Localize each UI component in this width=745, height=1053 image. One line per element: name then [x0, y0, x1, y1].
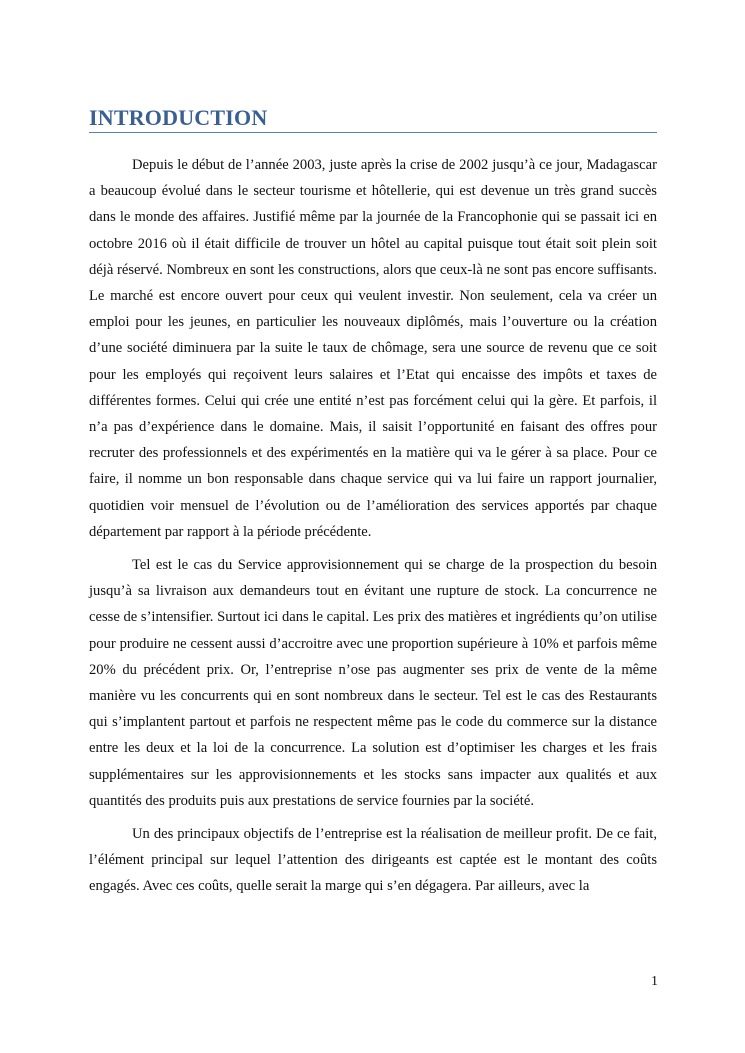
paragraph: Tel est le cas du Service approvisionnement qui se charge de la prospection du besoin jusqu’à sa livraison aux demandeurs tout en évitant une rupture de stock. La concurrence ne cesse de s’intensifier. Surtout ici dans le capital. Les prix des matières et ingrédients qu’on utilise pour produire ne cessent aussi d’accroitre avec une proportion supérieure à 10% et parfois même 20% du précédent prix. Or, l’entreprise n’ose pas augmenter ses prix de vente de la même manière vu les concurrents qui en sont nombreux dans le secteur. Tel est le cas des Restaurants qui s’implantent partout et parfois ne respectent même pas le code du commerce sur la distance entre les deux et la loi de la concurrence. La solution est d’optimiser les charges et les frais supplémentaires sur les approvisionnements et les stocks sans impacter aux qualités et aux quantités des produits puis aux prestations de service fournies par la société.	[89, 557, 657, 809]
section-heading: INTRODUCTION	[89, 105, 268, 130]
heading-underline	[89, 132, 657, 133]
body-text	[89, 152, 657, 907]
paragraph: Depuis le début de l’année 2003, juste après la crise de 2002 jusqu’à ce jour, Madagascar a beaucoup évolué dans le secteur tourisme et hôtellerie, qui est devenue un très grand succès dans le monde des affaires. Justifié même par la journée de la Francophonie qui se passait ici en octobre 2016 où il était difficile de trouver un hôtel au capital puisque tout était soit plein soit déjà réservé. Nombreux en sont les constructions, alors que ceux-là ne sont pas encore suffisants. Le marché est encore ouvert pour ceux qui veulent investir. Non seulement, cela va créer un emploi pour les jeunes, en particulier les nouveaux diplômés, mais l’ouverture ou la création d’une société diminuera par la suite le taux de chômage, sera une source de revenu que ce soit pour les employés qui reçoivent leurs salaires et l’Etat qui encaisse des impôts et taxes de différentes formes. Celui qui crée une entité n’est pas forcément celui qui la gère. Et parfois, il n’a pas d’expérience dans le domaine. Mais, il saisit l’opportunité en faisant des offres pour recruter des professionnels et des expérimentés en la matière qui va le gérer à sa place. Pour ce faire, il nomme un bon responsable dans chaque service qui va lui faire un rapport journalier, quotidien voir mensuel de l’évolution ou de l’amélioration des services apportés par chaque département par rapport à la période précédente.	[89, 157, 657, 540]
page-number: 1	[651, 974, 658, 989]
paragraph: Un des principaux objectifs de l’entreprise est la réalisation de meilleur profit. De ce fait, l’élément principal sur lequel l’attention des dirigeants est captée est le montant des coûts engagés. Avec ces coûts, quelle serait la marge qui s’en dégagera. Par ailleurs, avec la	[89, 826, 657, 895]
